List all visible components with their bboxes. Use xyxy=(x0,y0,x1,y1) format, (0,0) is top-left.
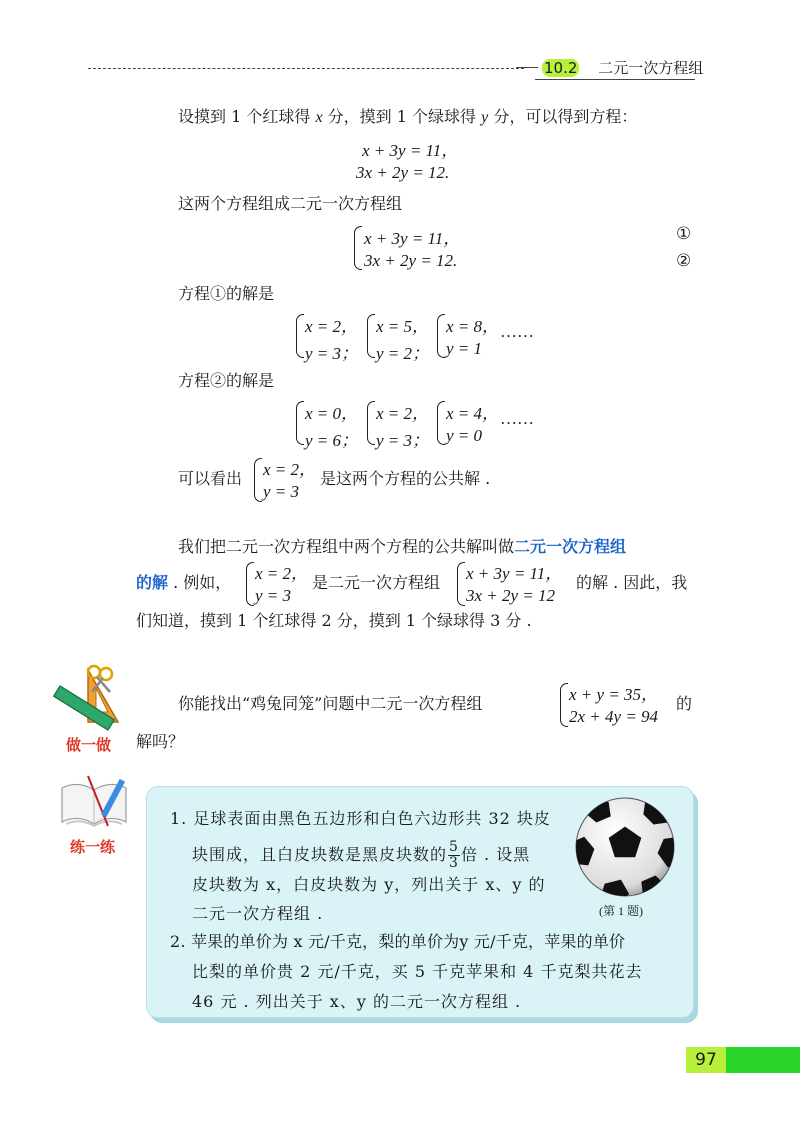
system-intro-text: 这两个方程组成二元一次方程组 xyxy=(178,194,403,213)
solution-x: x = 0， xyxy=(305,404,359,423)
solution-x: x = 5， xyxy=(376,317,430,336)
equation-mark-1: ① xyxy=(676,224,692,243)
activity-question: 你能找出“鸡兔同笼”问题中二元一次方程组 xyxy=(178,694,483,713)
brace xyxy=(437,314,445,358)
ball-caption: (第 1 题) xyxy=(599,904,643,918)
intro-var-x: x xyxy=(315,109,323,126)
solution-x: x = 2， xyxy=(376,404,430,423)
page-number-bar xyxy=(726,1047,800,1073)
exercise-1-line-3: 皮块数为 x，白皮块数为 y，列出关于 x、y 的 xyxy=(192,875,546,894)
section-title: 二元一次方程组 xyxy=(598,59,704,77)
fraction-five-thirds xyxy=(448,840,460,871)
brace xyxy=(296,314,304,358)
activity-eq-2: 2x + 4y = 94 xyxy=(569,707,659,726)
ruler-scissors-icon xyxy=(48,662,124,734)
brace xyxy=(457,562,465,606)
brace xyxy=(296,401,304,445)
intro-line xyxy=(178,106,637,129)
activity-label: 做一做 xyxy=(66,736,112,754)
fraction-denominator: 3 xyxy=(449,855,459,871)
exercise-1-line-2 xyxy=(192,840,530,871)
activity-eq-1: x + y = 35， xyxy=(569,685,659,704)
exercise-1-text: 块围成，且白皮块数是黑皮块数的 xyxy=(192,845,448,864)
definition-text: 我们把二元一次方程组中两个方程的公共解叫做 xyxy=(178,537,515,556)
definition-term-2: 的解 xyxy=(136,573,169,592)
intro-text-c: 分，可以得到方程： xyxy=(493,107,638,126)
intro-var-y: y xyxy=(481,109,489,126)
common-post: 是这两个方程的公共解 . xyxy=(320,469,491,488)
definition-line-1 xyxy=(178,536,626,558)
fraction-numerator: 5 xyxy=(449,839,459,855)
section-number: 10.2 xyxy=(544,59,578,77)
solution-1-label: 方程①的解是 xyxy=(178,284,275,303)
equation-mark-2: ② xyxy=(676,251,692,270)
common-pre: 可以看出 xyxy=(178,469,243,488)
intro-text-b: 分，摸到 1 个绿球得 xyxy=(327,107,477,126)
activity-question-tail: 解吗？ xyxy=(136,732,185,751)
exercise-2-line-2: 比梨的单价贵 2 元/千克，买 5 千克苹果和 4 千克梨共花去 xyxy=(192,962,643,981)
exercise-2-line-3: 46 元 . 列出关于 x、y 的二元一次方程组 . xyxy=(192,992,522,1011)
solution-y: y = 1 xyxy=(446,339,483,358)
header-underline xyxy=(535,79,695,80)
definition-term: 二元一次方程组 xyxy=(514,537,627,556)
solution-y: y = 0 xyxy=(446,426,483,445)
example-x: x = 2， xyxy=(255,564,309,583)
solution-y: y = 6； xyxy=(305,431,359,450)
solution-2-label: 方程②的解是 xyxy=(178,371,275,390)
exercise-2-line-1: 2. 苹果的单价为 x 元/千克，梨的单价为y 元/千克，苹果的单价 xyxy=(170,932,626,951)
system-equation-2: 3x + 2y = 12. xyxy=(364,251,458,270)
exercise-1-line-4: 二元一次方程组 . xyxy=(192,904,324,923)
system-equation-1: x + 3y = 11， xyxy=(364,229,461,248)
header-dashed-rule xyxy=(88,68,524,69)
section-heading xyxy=(542,57,703,78)
solution-x: x = 2， xyxy=(305,317,359,336)
example-y: y = 3 xyxy=(255,586,292,605)
page-number: 97 xyxy=(686,1047,726,1073)
brace xyxy=(437,401,445,445)
equation-2: 3x + 2y = 12. xyxy=(356,163,450,182)
definition-line-3: 们知道，摸到 1 个红球得 2 分，摸到 1 个绿球得 3 分 . xyxy=(136,611,532,630)
solution-x: x = 4， xyxy=(446,404,500,423)
example-eq-2: 3x + 2y = 12 xyxy=(466,586,556,605)
ellipsis: …… xyxy=(500,409,534,428)
brace xyxy=(560,683,568,727)
definition-term-end xyxy=(136,572,231,594)
solution-y: y = 3； xyxy=(305,344,359,363)
notebook-pen-icon xyxy=(58,774,130,834)
common-y: y = 3 xyxy=(263,482,300,501)
practice-label: 练一练 xyxy=(70,838,116,856)
brace xyxy=(254,458,262,502)
soccer-ball-image xyxy=(574,796,676,898)
example-eq-1: x + 3y = 11， xyxy=(466,564,563,583)
example-intro: . 例如， xyxy=(173,573,232,592)
equation-1: x + 3y = 11， xyxy=(362,141,459,160)
ellipsis: …… xyxy=(500,322,534,341)
brace xyxy=(367,401,375,445)
example-end: 的解 . 因此，我 xyxy=(576,573,688,592)
solution-y: y = 3； xyxy=(376,431,430,450)
solution-y: y = 2； xyxy=(376,344,430,363)
example-mid: 是二元一次方程组 xyxy=(312,573,441,592)
intro-text-a: 设摸到 1 个红球得 xyxy=(178,107,311,126)
activity-question-end: 的 xyxy=(676,694,693,713)
exercise-1-text-end: 倍 . 设黑 xyxy=(460,845,531,864)
exercise-1-line-1: 1. 足球表面由黑色五边形和白色六边形共 32 块皮 xyxy=(170,809,551,828)
brace xyxy=(367,314,375,358)
solution-x: x = 8， xyxy=(446,317,500,336)
system-brace xyxy=(354,226,362,270)
brace xyxy=(246,562,254,606)
common-x: x = 2， xyxy=(263,460,317,479)
